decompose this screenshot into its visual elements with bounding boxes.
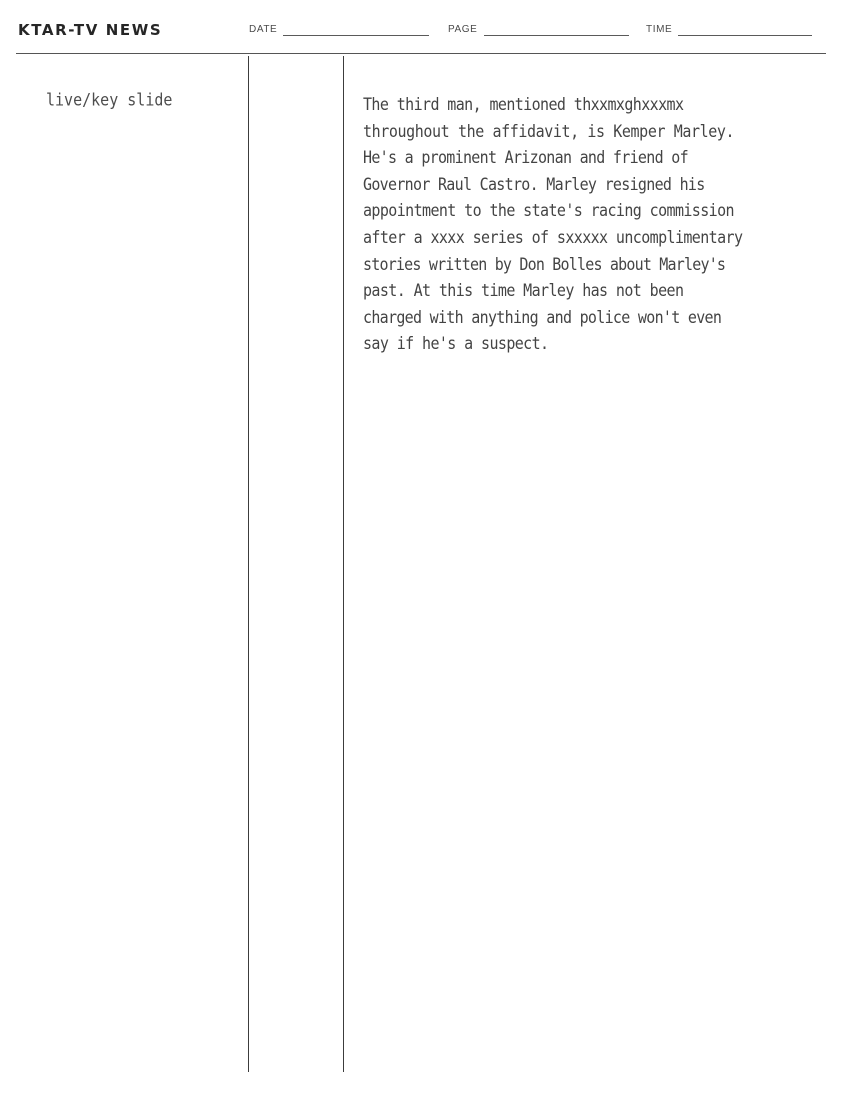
header-divider [16,53,826,54]
script-line: appointment to the state's racing commission [363,200,734,222]
script-line: charged with anything and police won't even [363,307,722,328]
script-line: throughout the affidavit, is Kemper Marley. [363,121,735,142]
script-line: after a xxxx series of sxxxxx uncomplimentary [363,227,743,248]
script-line: say if he's a suspect. [363,333,549,354]
script-body [363,90,833,356]
page-header [0,0,848,56]
page-field [484,35,629,36]
date-label: DATE [249,24,278,35]
script-line: The third man, mentioned thxxmxghxxxmx [363,94,684,115]
script-line: Governor Raul Castro. Marley resigned his [363,174,705,195]
station-name: KTAR-TV NEWS [18,21,163,39]
script-line: He's a prominent Arizonan and friend of [363,147,688,168]
script-line: stories written by Don Bolles about Marley's [363,254,726,275]
video-cue: live/key slide [46,90,173,111]
time-label: TIME [646,24,673,35]
column-divider-left [248,56,249,1072]
script-line: past. At this time Marley has not been [363,280,684,301]
date-field [283,35,429,36]
column-divider-right [343,56,344,1072]
time-field [678,35,812,36]
page-label: PAGE [448,24,478,35]
